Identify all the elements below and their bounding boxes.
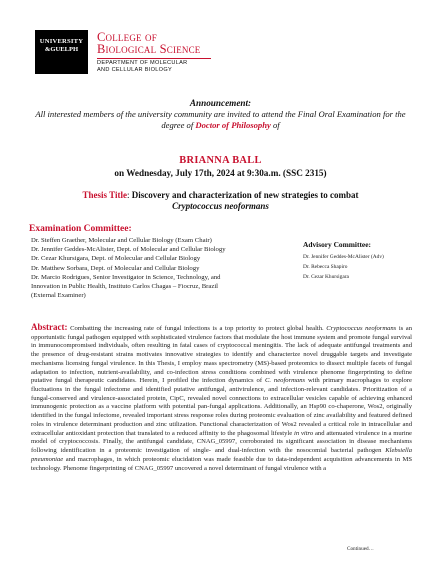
abstract-species: Cryptococcus neoformans xyxy=(326,325,397,332)
exam-date: on Wednesday, July 17th, 2024 at 9:30a.m. (SSC 2315) xyxy=(114,168,327,178)
abstract-text: and attenuated virulence in a murine model of cryptococcosis. Finally, the antifungal candidate, CNAG_05997, corroborated its significant association in disease mechanisms following identification in a proteomic investigation of single- and dual-infection with the nosocomial bacterial pathogen xyxy=(31,429,412,455)
thesis-label: Thesis Title xyxy=(82,190,127,200)
candidate-name: BRIANNA BALL xyxy=(179,155,262,166)
logo-line-1: UNIVERSITY xyxy=(39,38,84,45)
abstract-species: C. neoformans xyxy=(264,377,306,385)
advisory-member: Dr. Rebecca Shapiro xyxy=(303,264,348,270)
header-divider xyxy=(97,58,211,59)
exam-committee-list xyxy=(31,236,291,300)
university-logo xyxy=(35,30,88,74)
exam-member: Innovation in Public Health, Instituto Carlos Chagas – Fiocruz, Brazil xyxy=(31,283,219,291)
exam-member: Dr. Cezar Khursigara, Dept. of Molecular and Cellular Biology xyxy=(31,255,201,263)
college-line-2: Biological Science xyxy=(97,42,201,56)
college-line-1: College of xyxy=(97,30,157,44)
advisory-committee-list xyxy=(303,252,384,282)
exam-committee-title: Examination Committee: xyxy=(29,224,132,234)
advisory-member: Dr. Jennifer Geddes-McAlister (Adv) xyxy=(303,254,384,260)
abstract xyxy=(31,323,412,473)
abstract-species: Klebsiella pneumoniae xyxy=(31,447,412,463)
advisory-committee-title: Advisory Committee: xyxy=(303,240,371,249)
logo-line-2: &GUELPH xyxy=(44,46,79,53)
exam-member: Dr. Steffen Graether, Molecular and Cellular Biology (Exam Chair) xyxy=(31,237,212,244)
degree-name: Doctor of Philosophy xyxy=(195,119,271,130)
abstract-text: and macrophages, in which proteomic elucidation was made feasible due to data-independent acquisition advancements in MS technology. Phenome fingerprinting of CNAG_05997 uncovered a novel determinant of fungal virulence with a xyxy=(31,455,412,472)
abstract-text: with primary macrophages to explore fluctuations in the fungal infectome and identified putative antifungal, antivirulence, and infection-relevant candidates. Prioritization of a fungal-conserved and virulence-associated protein, CipC, revealed novel connections to extracellular vesicles capable of achieving enhanced immunogenic protection as a vaccine platform with potential pan-fungal applications. Additionally, an Hsp90 co-chaperone, Wos2, originally identified in the fungal infectome, revealed important stress response roles during proteomic evaluation of zinc availability and featured defined roles in virulence determinant production and zinc utilization. Functional characterization of Wos2 revealed a critical role in intracellular and extracellular antioxidant protection that translated to a reduced affinity to the phagosomal lifestyle xyxy=(31,377,412,437)
thesis-title-line-2: Cryptococcus neoformans xyxy=(172,200,269,211)
college-name xyxy=(97,31,201,55)
exam-member: Dr. Matthew Sorbara, Dept. of Molecular and Cellular Biology xyxy=(31,264,200,272)
thesis-title-block xyxy=(0,190,441,211)
announcement-text-end: of xyxy=(272,119,280,130)
continued-note: Continued… xyxy=(347,546,374,552)
exam-member: Dr. Marcio Rodrigues, Senior Investigator in Science, Technology, and xyxy=(31,273,221,281)
announcement-body xyxy=(30,109,411,130)
announcement-title: Announcement: xyxy=(189,98,252,108)
announcement-text: All interested members of the university community are invited to attend the Final Oral Examination for the degree of xyxy=(35,109,406,130)
exam-member: (External Examiner) xyxy=(31,292,86,300)
abstract-text: is an opportunistic fungal pathogen equipped with sophisticated virulence factors that modulate the host immune system and promote fungal survival in immunocompromised individuals, often resulting in fatal cases of cryptococcal meningitis. The lack of adequate antifungal treatments and the presence of drug-resistant strains motivates innovative strategies to identify and characterize novel druggable targets and investigate mechanisms licensing fungal virulence. In this Thesis, I employ mass spectrometry (MS)-based proteomics to dissect multiple facets of fungal adaptation to infection, nutrient-availability, and co-infection stress conditions combined with virulence phenome fingerprinting to define putative fungal therapeutic candidates. Herein, I profiled the infection dynamics of xyxy=(31,325,413,385)
exam-member: Dr. Jennifer Geddes-McAlister, Dept. of Molecular and Cellular Biology xyxy=(31,246,226,254)
abstract-term: in vitro xyxy=(294,429,314,437)
dept-line-2: AND CELLULAR BIOLOGY xyxy=(97,67,173,73)
thesis-colon: : xyxy=(126,190,130,200)
abstract-label: Abstract: xyxy=(31,322,68,332)
abstract-text: Combatting the increasing rate of fungal infections is a top priority to protect global health. xyxy=(67,325,327,332)
thesis-title-line-1: Discovery and characterization of new strategies to combat xyxy=(131,190,359,200)
advisory-member: Dr. Cezar Khursigara xyxy=(303,274,349,280)
department-name xyxy=(97,60,188,74)
dept-line-1: DEPARTMENT OF MOLECULAR xyxy=(97,60,188,66)
